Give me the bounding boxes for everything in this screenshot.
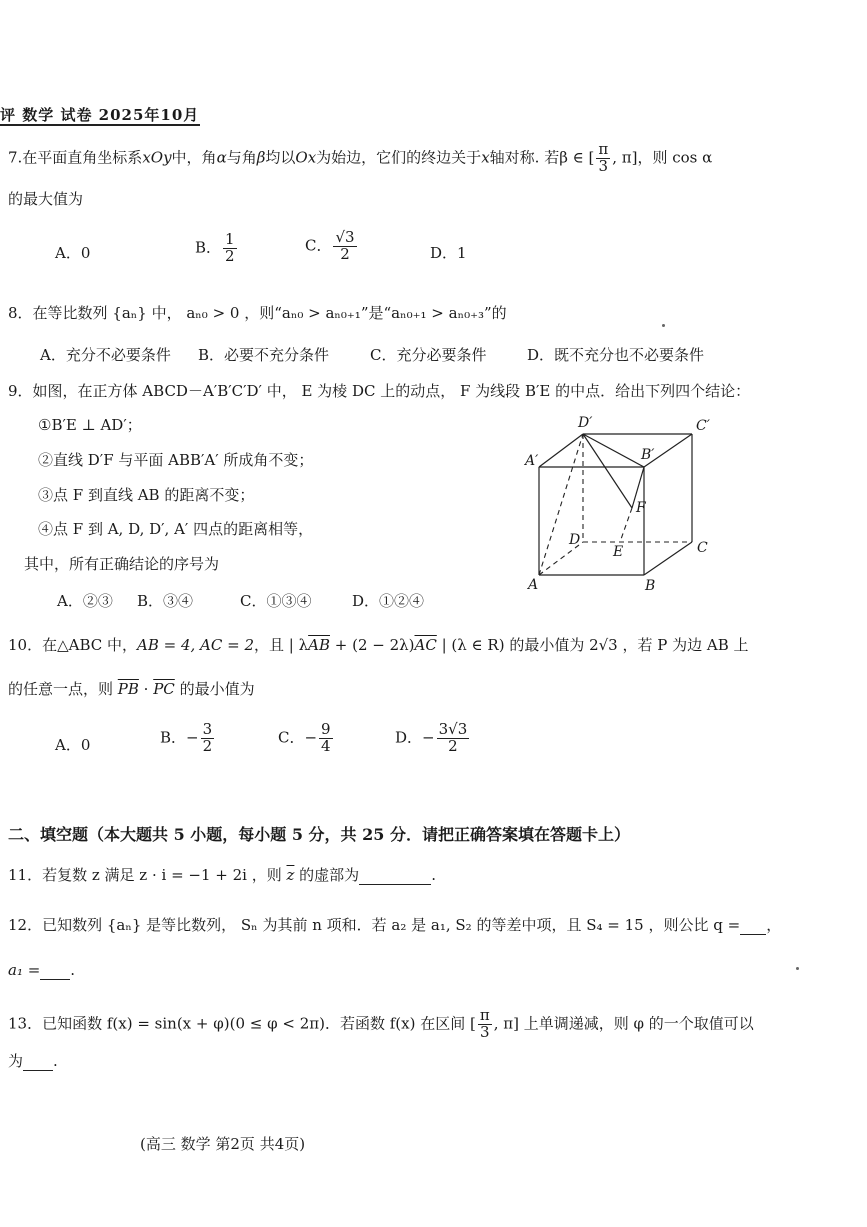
q7-text: 7.在平面直角坐标系	[8, 148, 143, 167]
q10-option-a: A．0	[55, 736, 91, 754]
scan-speck	[796, 967, 799, 970]
q7-text: 为始边，它们的终边关于	[316, 148, 482, 167]
q9-option-d: D．①②④	[352, 592, 425, 610]
label-d1: D′	[578, 415, 593, 431]
q12-a1: a₁ =	[8, 961, 41, 979]
page-footer: (高三 数学 第2页 共4页)	[140, 1135, 306, 1153]
q10-stem-line2	[8, 678, 255, 699]
q10-opt-d-frac	[437, 722, 470, 755]
q7-pi-over-3	[596, 142, 610, 175]
q9-conclusion-3: ③点 F 到直线 AB 的距离不变；	[38, 486, 255, 504]
q12-stem-line1	[8, 914, 781, 935]
q10-given: AB = 4, AC = 2	[137, 636, 255, 654]
q7-opt-b-label: B．	[195, 238, 222, 257]
q10-dot: ·	[138, 680, 154, 698]
q13-answer-blank[interactable]	[23, 1052, 53, 1071]
q7-text: 均以	[265, 148, 296, 167]
q8-option-a: A．充分不必要条件	[40, 346, 171, 364]
q7-alpha: α	[216, 148, 227, 167]
q7-option-b	[195, 232, 239, 265]
q9-conclusion-2: ②直线 D′F 与平面 ABB′A′ 所成角不变；	[38, 451, 314, 469]
seg-ad1-hidden	[539, 434, 583, 575]
q13-stem-line2	[8, 1050, 58, 1071]
q9-option-a: A．②③	[57, 592, 113, 610]
q7-text: ，则 cos α	[637, 148, 713, 167]
q11-answer-blank[interactable]	[359, 866, 431, 885]
q10-option-c	[278, 722, 335, 755]
q12-q-blank[interactable]	[740, 916, 766, 935]
q7-text: 中，角	[171, 148, 217, 167]
q13-text: , π] 上单调递减，则 φ 的一个取值可以	[493, 1014, 754, 1033]
q7-ox: Ox	[295, 148, 317, 167]
q9-ask: 其中，所有正确结论的序号为	[24, 555, 220, 573]
q11-stem	[8, 864, 436, 885]
edge-a1d1	[539, 434, 583, 467]
q7-option-d: D．1	[430, 244, 467, 262]
label-d: D	[569, 532, 581, 548]
q10-opt-c-label: C．−	[278, 728, 318, 747]
q10-vector-ab: $\overline{AB}$	[308, 636, 330, 654]
q10-text: | (λ ∈ R) 的最小值为 2√3 ，若 P 为边 AB 上	[436, 636, 749, 654]
q10-vector-pc: $\overline{PC}$	[153, 680, 175, 698]
q8-option-b: B．必要不充分条件	[198, 346, 330, 364]
q10-text: 的最小值为	[174, 680, 255, 698]
scan-speck	[662, 324, 665, 327]
edge-bc	[644, 542, 692, 575]
q10-opt-c-den: 4	[321, 736, 331, 755]
q9-conclusion-4: ④点 F 到 A, D, D′, A′ 四点的距离相等，	[38, 520, 314, 538]
q10-option-d	[395, 722, 471, 755]
q8-option-d: D．既不充分也不必要条件	[527, 346, 705, 364]
q10-opt-d-num: 3√3	[438, 720, 468, 738]
q13-three: 3	[480, 1022, 490, 1041]
q10-opt-d-den: 2	[448, 736, 458, 755]
label-a: A	[528, 577, 539, 593]
section-2-title: 二、填空题（本大题共 5 小题，每小题 5 分，共 25 分．请把正确答案填在答题卡上）	[8, 825, 630, 844]
label-c: C	[697, 540, 708, 556]
q10-opt-d-label: D．−	[395, 728, 435, 747]
q9-conclusion-1: ①B′E ⊥ AD′；	[38, 416, 142, 434]
q12-end: ，	[766, 916, 782, 934]
q10-text: 10．在△ABC 中，	[8, 636, 138, 654]
label-b: B	[645, 578, 656, 594]
q7-opt-c-label: C．	[305, 236, 332, 255]
q12-text: 12．已知数列 {aₙ} 是等比数列， Sₙ 为其前 n 项和．若 a₂ 是 a₁, S₂ 的等差中项，且 S₄ = 15 ，则公比 q =	[8, 916, 741, 934]
q7-opt-b-den: 2	[225, 246, 235, 265]
q7-opt-c-num: √3	[335, 228, 355, 246]
q7-opt-b-num: 1	[225, 230, 235, 248]
q7-interval-end: , π]	[612, 148, 638, 167]
q10-opt-c-frac	[319, 722, 333, 755]
seg-fe-hidden	[620, 508, 632, 542]
q13-stem-line1	[8, 1008, 754, 1041]
q10-opt-b-label: B．−	[160, 728, 199, 747]
q7-text: 轴对称. 若	[489, 148, 560, 167]
q10-opt-c-num: 9	[321, 720, 331, 738]
q10-text: ，且 | λ	[254, 636, 309, 654]
seg-d1b1	[583, 434, 644, 467]
label-f: F	[636, 500, 646, 516]
q9-stem: 9．如图，在正方体 ABCD－A′B′C′D′ 中， E 为棱 DC 上的动点， F 为线段 B′E 的中点．给出下列四个结论：	[8, 382, 751, 400]
q9-option-b: B．③④	[137, 592, 194, 610]
q11-end: .	[431, 866, 436, 884]
q10-option-b	[160, 722, 216, 755]
q9-cube-figure	[520, 412, 725, 594]
label-c1: C′	[696, 418, 710, 434]
q11-z-conjugate: $\overline{z}$	[286, 866, 295, 884]
q7-opt-b-frac	[223, 232, 237, 265]
q7-pi: π	[598, 140, 609, 158]
seg-d1f	[583, 434, 632, 508]
q10-opt-b-den: 2	[202, 736, 213, 755]
q7-three: 3	[598, 156, 609, 175]
q11-text: 的虚部为	[294, 866, 360, 884]
q7-beta-in: β ∈ [	[559, 148, 595, 167]
q13-pi-over-3	[478, 1008, 492, 1041]
header-underline	[0, 124, 200, 126]
label-b1: B′	[641, 447, 655, 463]
q10-opt-b-num: 3	[202, 720, 213, 738]
q12-stem-line2	[8, 961, 75, 980]
q10-vector-ac: $\overline{AC}$	[414, 636, 437, 654]
q7-x: x	[481, 148, 490, 167]
q7-beta: β	[256, 148, 266, 167]
q12-a1-blank[interactable]	[40, 961, 70, 980]
q13-text: 为	[8, 1052, 24, 1070]
q7-opt-c-den: 2	[340, 244, 350, 263]
q10-text: 的任意一点，则	[8, 680, 118, 698]
q9-option-c: C．①③④	[240, 592, 312, 610]
q7-text: 与角	[226, 148, 257, 167]
q7-xoy: xOy	[142, 148, 172, 167]
q7-option-a: A．0	[55, 244, 91, 262]
q8-stem: 8．在等比数列 {aₙ} 中， aₙ₀ > 0 ，则“aₙ₀ > aₙ₀₊₁”是“aₙ₀₊₁ > aₙ₀₊₃”的	[8, 304, 507, 322]
q13-text: 13．已知函数 f(x) = sin(x + φ)(0 ≤ φ < 2π)．若函数 f(x) 在区间 [	[8, 1014, 476, 1033]
label-e: E	[613, 544, 624, 560]
q13-pi: π	[479, 1006, 490, 1024]
q7-option-c	[305, 230, 359, 263]
q12-end: .	[70, 961, 76, 979]
exam-header: 评 数学 试卷 2025年10月	[0, 106, 200, 124]
q8-option-c: C．充分必要条件	[370, 346, 487, 364]
q10-text: + (2 − 2λ)	[329, 636, 415, 654]
q10-stem-line1	[8, 634, 749, 655]
q13-end: .	[53, 1052, 58, 1070]
label-a1: A′	[525, 453, 539, 469]
q7-stem-line2: 的最大值为	[8, 190, 84, 208]
q7-stem-line1	[8, 142, 712, 175]
q7-opt-c-frac	[333, 230, 356, 263]
q10-opt-b-frac	[201, 722, 215, 755]
q10-vector-pb: $\overline{PB}$	[117, 680, 139, 698]
q11-text: 11．若复数 z 满足 z · i = −1 + 2i ，则	[8, 866, 287, 884]
